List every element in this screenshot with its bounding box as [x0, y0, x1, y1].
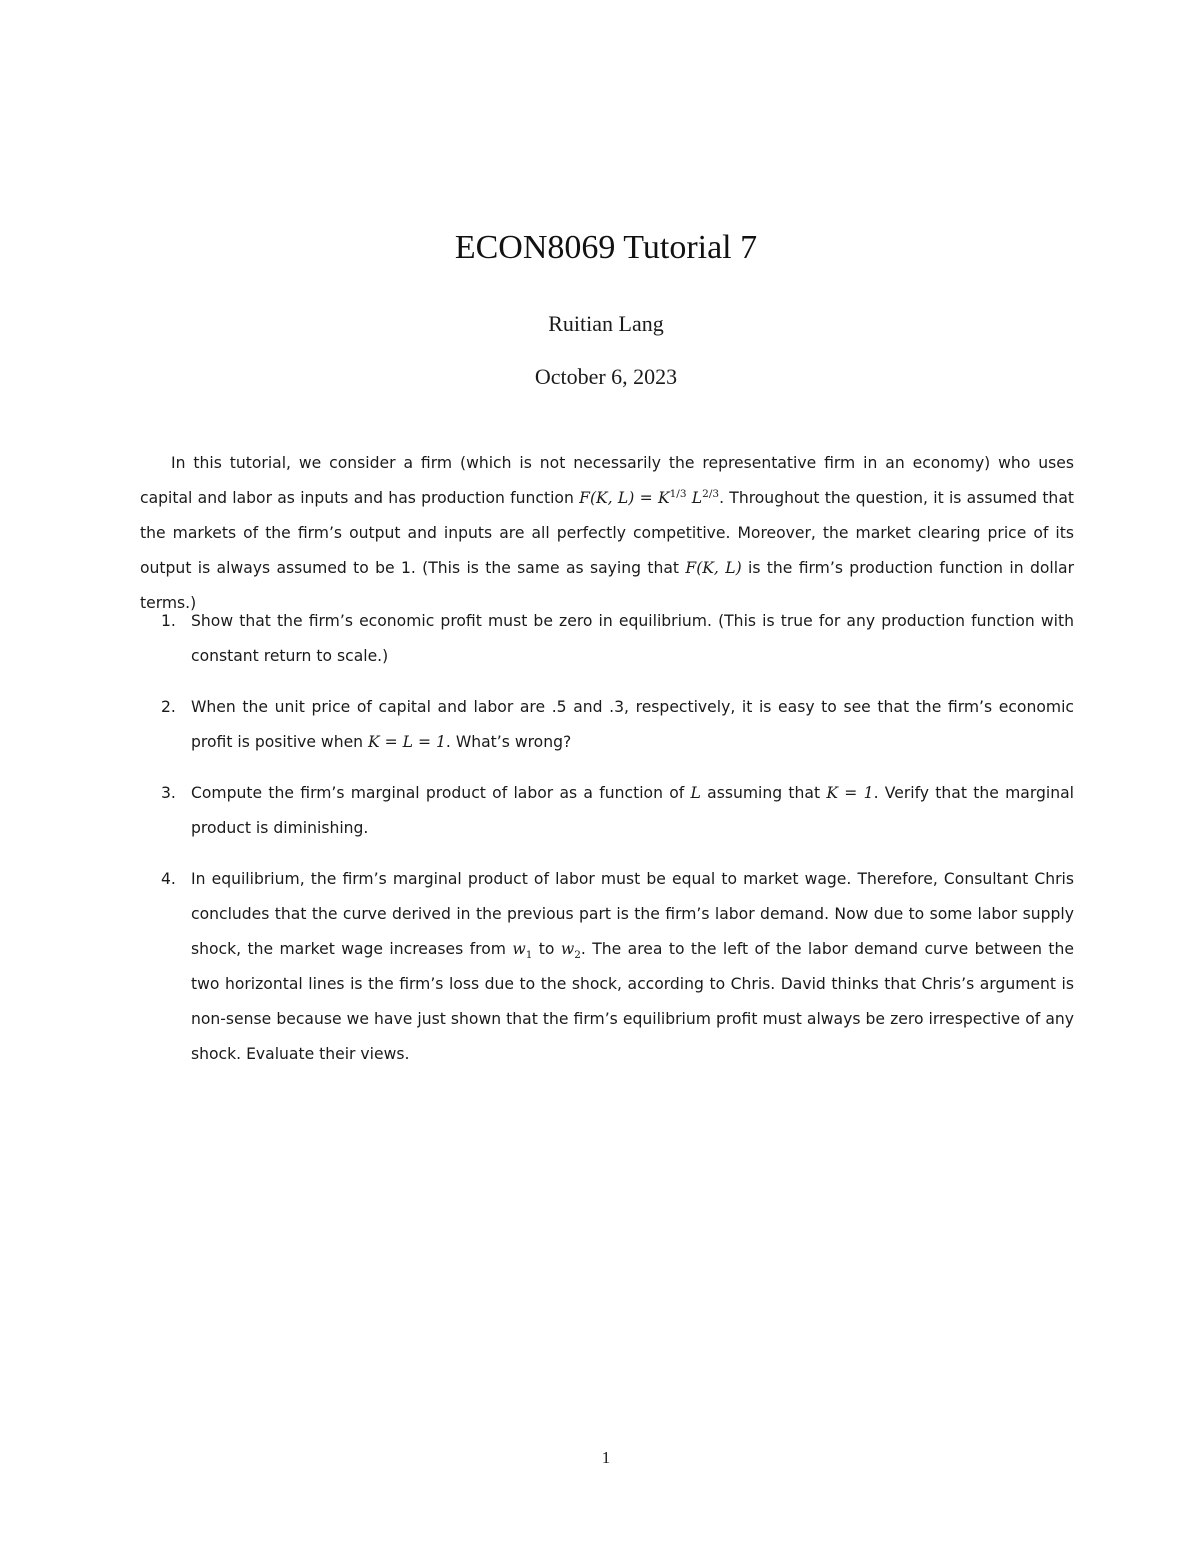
question-number: 4. — [161, 870, 176, 888]
question-math-capital: K = 1 — [826, 784, 874, 802]
question-text-part-b: . What’s wrong? — [445, 733, 572, 751]
question-text-part-a: When the unit price of capital and labor are .5 and .3, respectively, it is easy to see that the firm’s economic profit is positive when — [191, 698, 1074, 751]
wage-w2 — [560, 940, 581, 962]
document-title: ECON8069 Tutorial 7 — [454, 229, 758, 266]
question-text-part-b: assuming that — [700, 784, 827, 802]
document-date: October 6, 2023 — [534, 364, 678, 389]
question-text-part-a: In equilibrium, the firm’s marginal product of labor must be equal to market wage. Therefore, Consultant Chris concludes that the curve derived in the previous part is the firm’s labor demand. Now due to some labor supply shock, the market wage increases from — [191, 870, 1074, 958]
question-text-part-c: . Verify that the marginal product is diminishing. — [191, 784, 1074, 837]
intro-paragraph — [140, 446, 1074, 621]
question-math-labor: L — [690, 784, 701, 802]
question-list — [140, 604, 1074, 1088]
question-text-to: to — [532, 940, 561, 958]
intro-text-part3: is the firm’s production function in dollar terms.) — [140, 559, 1075, 612]
intro-text-part1: In this tutorial, we consider a firm (which is not necessarily the representative firm in an economy) who uses capital and labor as inputs and has production function — [140, 454, 1074, 507]
question-text-part-a: Compute the firm’s marginal product of labor as a function of — [191, 784, 691, 802]
wage-w1-base: w — [512, 940, 526, 958]
wage-w1-subscript: 1 — [525, 949, 533, 962]
question-number: 1. — [161, 612, 176, 630]
question-text: Show that the firm’s economic profit must be zero in equilibrium. (This is true for any production function with constant return to scale.) — [191, 612, 1074, 665]
formula-exponent-capital: 1/3 — [669, 487, 687, 500]
question-number: 3. — [161, 784, 176, 802]
wage-w1 — [512, 940, 533, 962]
production-function-formula — [579, 489, 719, 507]
question-item-1 — [140, 604, 1074, 674]
wage-w2-subscript: 2 — [574, 949, 581, 962]
production-function-symbol: F(K, L) — [685, 559, 742, 577]
question-item-4 — [140, 862, 1074, 1072]
formula-lhs: F(K, L) = K — [579, 489, 670, 507]
formula-labor: L — [691, 489, 703, 507]
page-number: 1 — [601, 1448, 611, 1467]
formula-exponent-labor: 2/3 — [702, 487, 720, 500]
author-name: Ruitian Lang — [548, 311, 664, 336]
wage-w2-base: w — [560, 940, 575, 958]
question-math: K = L = 1 — [368, 733, 446, 751]
question-number: 2. — [161, 698, 176, 716]
question-item-2 — [140, 690, 1074, 760]
question-text-part-b: . The area to the left of the labor demand curve between the two horizontal lines is the firm’s loss due to the shock, according to Chris. David thinks that Chris’s argument is non-sense because we have just shown that the firm’s equilibrium profit must always be zero irrespective of any shock. Evaluate their views. — [191, 940, 1074, 1063]
intro-text-part2: . Throughout the question, it is assumed that the markets of the firm’s output and inputs are all perfectly competitive. Moreover, the market clearing price of its output is always assumed to be 1. (This is the same as saying that — [140, 489, 1074, 577]
question-item-3 — [140, 776, 1074, 846]
